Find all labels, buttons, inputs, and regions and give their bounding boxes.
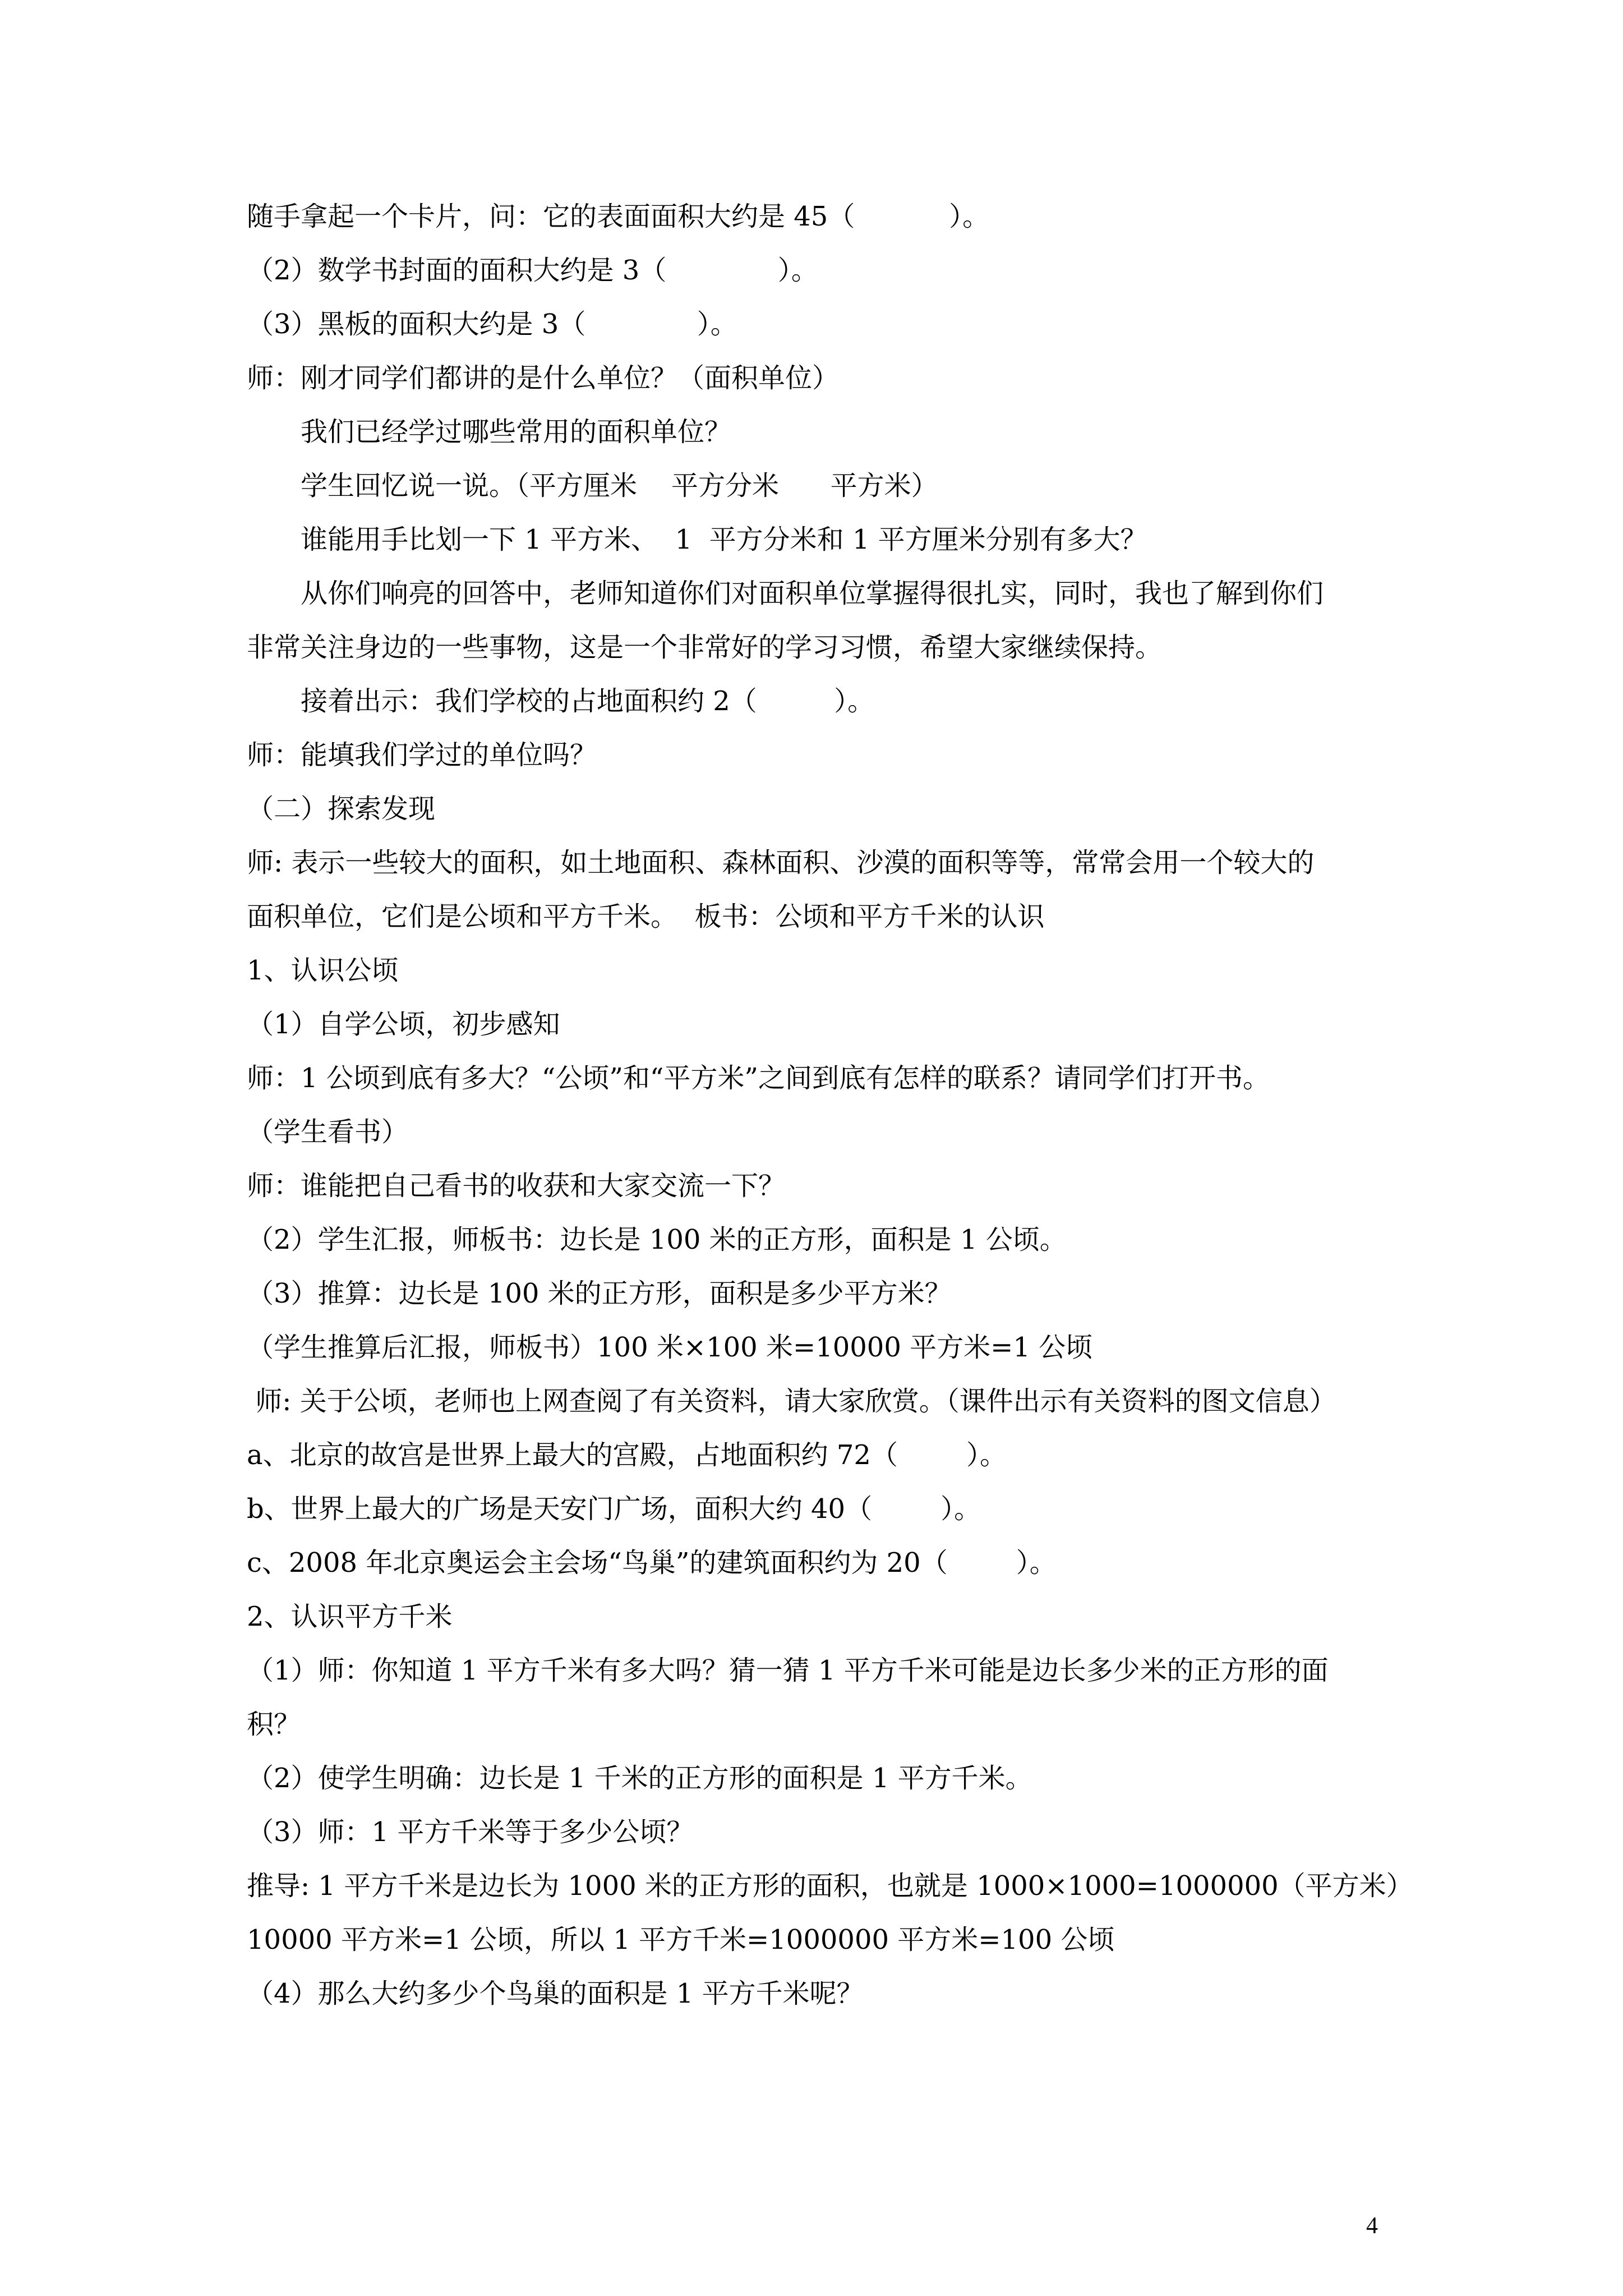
text-line: 师：1 公顷到底有多大？“公顷”和“平方米”之间到底有怎样的联系？请同学们打开书。 xyxy=(247,1062,1270,1094)
text-line: b、世界上最大的广场是天安门广场，面积大约 40（ ）。 xyxy=(247,1493,981,1525)
text-line: （2）数学书封面的面积大约是 3（ ）。 xyxy=(247,255,818,286)
text-line: 我们已经学过哪些常用的面积单位？ xyxy=(301,416,732,448)
section-heading: 2、认识平方千米 xyxy=(247,1601,453,1632)
text-line: 面积单位，它们是公顷和平方千米。 板书：公顷和平方千米的认识 xyxy=(247,901,1045,932)
text-line: （3）师：1 平方千米等于多少公顷？ xyxy=(247,1816,694,1848)
text-line: 师: 关于公顷，老师也上网查阅了有关资料，请大家欣赏。（课件出示有关资料的图文信息） xyxy=(247,1386,1336,1417)
text-line: 接着出示：我们学校的占地面积约 2（ ）。 xyxy=(301,685,875,717)
text-line: 师：谁能把自己看书的收获和大家交流一下？ xyxy=(247,1170,786,1202)
text-line: （3）黑板的面积大约是 3（ ）。 xyxy=(247,309,737,340)
text-line: （1）师：你知道 1 平方千米有多大吗？猜一猜 1 平方千米可能是边长多少米的正方形的面 xyxy=(247,1655,1329,1686)
text-line: （2）使学生明确：边长是 1 千米的正方形的面积是 1 平方千米。 xyxy=(247,1763,1032,1794)
text-line: （1）自学公顷，初步感知 xyxy=(247,1009,560,1040)
text-line: 随手拿起一个卡片，问：它的表面面积大约是 45（ ）。 xyxy=(247,201,990,232)
text-line: （学生看书） xyxy=(247,1116,409,1148)
text-line: c、2008 年北京奥运会主会场“鸟巢”的建筑面积约为 20（ ）。 xyxy=(247,1547,1057,1579)
text-line: （学生推算后汇报，师板书）100 米×100 米=10000 平方米=1 公顷 xyxy=(247,1332,1093,1363)
text-line: 师：刚才同学们都讲的是什么单位？（面积单位） xyxy=(247,362,840,394)
text-line: （2）学生汇报，师板书：边长是 100 米的正方形，面积是 1 公顷。 xyxy=(247,1224,1067,1255)
text-line: （4）那么大约多少个鸟巢的面积是 1 平方千米呢？ xyxy=(247,1978,864,2009)
text-line: 从你们响亮的回答中，老师知道你们对面积单位掌握得很扎实，同时，我也了解到你们 xyxy=(301,578,1324,609)
text-line: 师：能填我们学过的单位吗？ xyxy=(247,739,597,771)
text-line: 推导: 1 平方千米是边长为 1000 米的正方形的面积，也就是 1000×1000=1000000（平方米） xyxy=(247,1870,1413,1902)
text-line: （3）推算：边长是 100 米的正方形，面积是多少平方米？ xyxy=(247,1278,952,1309)
text-line: 谁能用手比划一下 1 平方米、 1 平方分米和 1 平方厘米分别有多大？ xyxy=(301,524,1147,555)
text-line: 师: 表示一些较大的面积，如土地面积、森林面积、沙漠的面积等等，常常会用一个较大的 xyxy=(247,847,1315,878)
text-line: 积？ xyxy=(247,1709,301,1740)
text-line: a、北京的故宫是世界上最大的宫殿，占地面积约 72（ ）。 xyxy=(247,1439,1007,1471)
page-number: 4 xyxy=(1366,2213,1378,2239)
text-line: 10000 平方米=1 公顷，所以 1 平方千米=1000000 平方米=100 公顷 xyxy=(247,1924,1115,1955)
text-line: 非常关注身边的一些事物，这是一个非常好的学习习惯，希望大家继续保持。 xyxy=(247,632,1163,663)
text-line: 学生回忆说一说。（平方厘米 平方分米 平方米） xyxy=(301,470,938,501)
section-heading: 1、认识公顷 xyxy=(247,955,399,986)
section-heading: （二）探索发现 xyxy=(247,793,436,825)
